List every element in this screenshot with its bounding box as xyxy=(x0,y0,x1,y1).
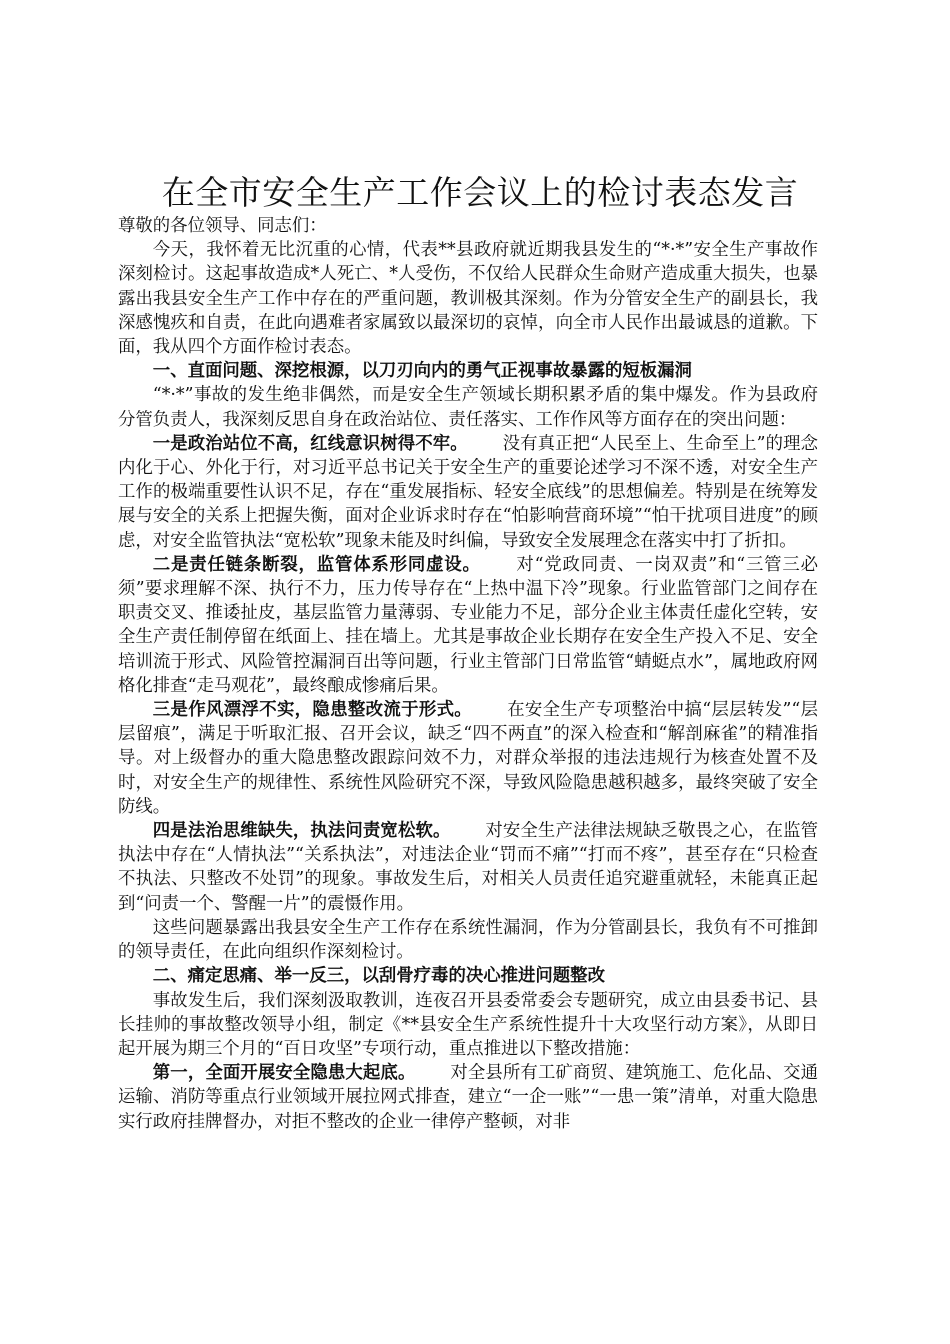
section-1-conclusion: 这些问题暴露出我县安全生产工作存在系统性漏洞，作为分管副县长，我负有不可推卸的领导责任，在此向组织作深刻检讨。 xyxy=(118,917,818,963)
point-lead: 三是作风漂浮不实，隐患整改流于形式。 xyxy=(152,700,473,721)
point-text: 对全县所有工矿商贸、建筑施工、危化品、交通运输、消防等重点行业领域开展拉网式排查，建立“一企一账”“一患一策”清单，对重大隐患实行政府挂牌督办，对拒不整改的企业一律停产整顿，对非 xyxy=(118,1063,818,1132)
section-2-intro: 事故发生后，我们深刻汲取教训，连夜召开县委常委会专题研究，成立由县委书记、县长挂帅的事故整改领导小组，制定《**县安全生产系统性提升十大攻坚行动方案》，从即日起开展为期三个月的“百日攻坚”专项行动，重点推进以下整改措施： xyxy=(118,990,818,1059)
document-title: 在全市安全生产工作会议上的检讨表态发言 xyxy=(161,173,799,212)
salutation: 尊敬的各位领导、同志们： xyxy=(118,216,327,236)
point-lead: 二是责任链条断裂，监管体系形同虚设。 xyxy=(152,554,481,575)
document-page xyxy=(118,172,818,1134)
section-2-point-1 xyxy=(118,1061,818,1134)
section-1-point-1 xyxy=(118,432,818,553)
point-text: 没有真正把“人民至上、生命至上”的理念内化于心、外化于行，对习近平总书记关于安全生产的重要论述学习不深不透，对安全生产工作的极端重要性认识不足，存在“重发展指标、轻安全底线”的思想偏差。特别是在统筹发展与安全的关系上把握失衡，面对企业诉求时存在“怕影响营商环境”“怕干扰项目进度”的顾虑，对安全监管执法“宽松软”现象未能及时纠偏，导致安全发展理念在落实中打了折扣。 xyxy=(118,433,818,551)
section-1-point-3 xyxy=(118,698,818,819)
point-text: 在安全生产专项整治中搞“层层转发”“层层留痕”，满足于听取汇报、召开会议，缺乏“四不两直”的深入检查和“解剖麻雀”的精准指导。对上级督办的重大隐患整改跟踪问效不力，对群众举报的违法违规行为核查处置不及时，对安全生产的规律性、系统性风险研究不深，导致风险隐患越积越多，最终突破了安全防线。 xyxy=(118,700,818,817)
section-2-heading: 二、痛定思痛、举一反三，以刮骨疗毒的决心推进问题整改 xyxy=(152,966,605,987)
point-text: 对安全生产法律法规缺乏敬畏之心，在监管执法中存在“人情执法”“关系执法”，对违法企业“罚而不痛”“打而不疼”，甚至存在“只检查不执法、只整改不处罚”的现象。事故发生后，对相关人员责任追究避重就轻，未能真正起到“问责一个、警醒一片”的震慑作用。 xyxy=(118,821,818,914)
intro-paragraph: 今天，我怀着无比沉重的心情，代表**县政府就近期我县发生的“*·*”安全生产事故作深刻检讨。这起事故造成*人死亡、*人受伤，不仅给人民群众生命财产造成重大损失，也暴露出我县安全生产工作中存在的严重问题，教训极其深刻。作为分管安全生产的副县长，我深感愧疚和自责，在此向遇难者家属致以最深切的哀悼，向全市人民作出最诚恳的道歉。下面，我从四个方面作检讨表态。 xyxy=(118,240,818,358)
point-lead: 一是政治站位不高，红线意识树得不牢。 xyxy=(152,433,468,454)
section-1-point-4 xyxy=(118,819,818,916)
section-1-point-2 xyxy=(118,553,818,698)
section-1-heading: 一、直面问题、深挖根源，以刀刃向内的勇气正视事故暴露的短板漏洞 xyxy=(152,361,692,382)
point-lead: 第一，全面开展安全隐患大起底。 xyxy=(152,1063,416,1084)
point-text: 对“党政同责、一岗双责”和“三管三必须”要求理解不深、执行不力，压力传导存在“上热中温下冷”现象。行业监管部门之间存在职责交叉、推诿扯皮，基层监管力量薄弱、专业能力不足，部分企业主体责任虚化空转，安全生产责任制停留在纸面上、挂在墙上。尤其是事故企业长期存在安全生产投入不足、安全培训流于形式、风险管控漏洞百出等问题，行业主管部门日常监管“蜻蜓点水”，属地政府网格化排查“走马观花”，最终酿成惨痛后果。 xyxy=(118,554,818,696)
section-1-intro: “*·*”事故的发生绝非偶然，而是安全生产领域长期积累矛盾的集中爆发。作为县政府分管负责人，我深刻反思自身在政治站位、责任落实、工作作风等方面存在的突出问题： xyxy=(118,385,818,430)
point-lead: 四是法治思维缺失，执法问责宽松软。 xyxy=(152,821,451,842)
